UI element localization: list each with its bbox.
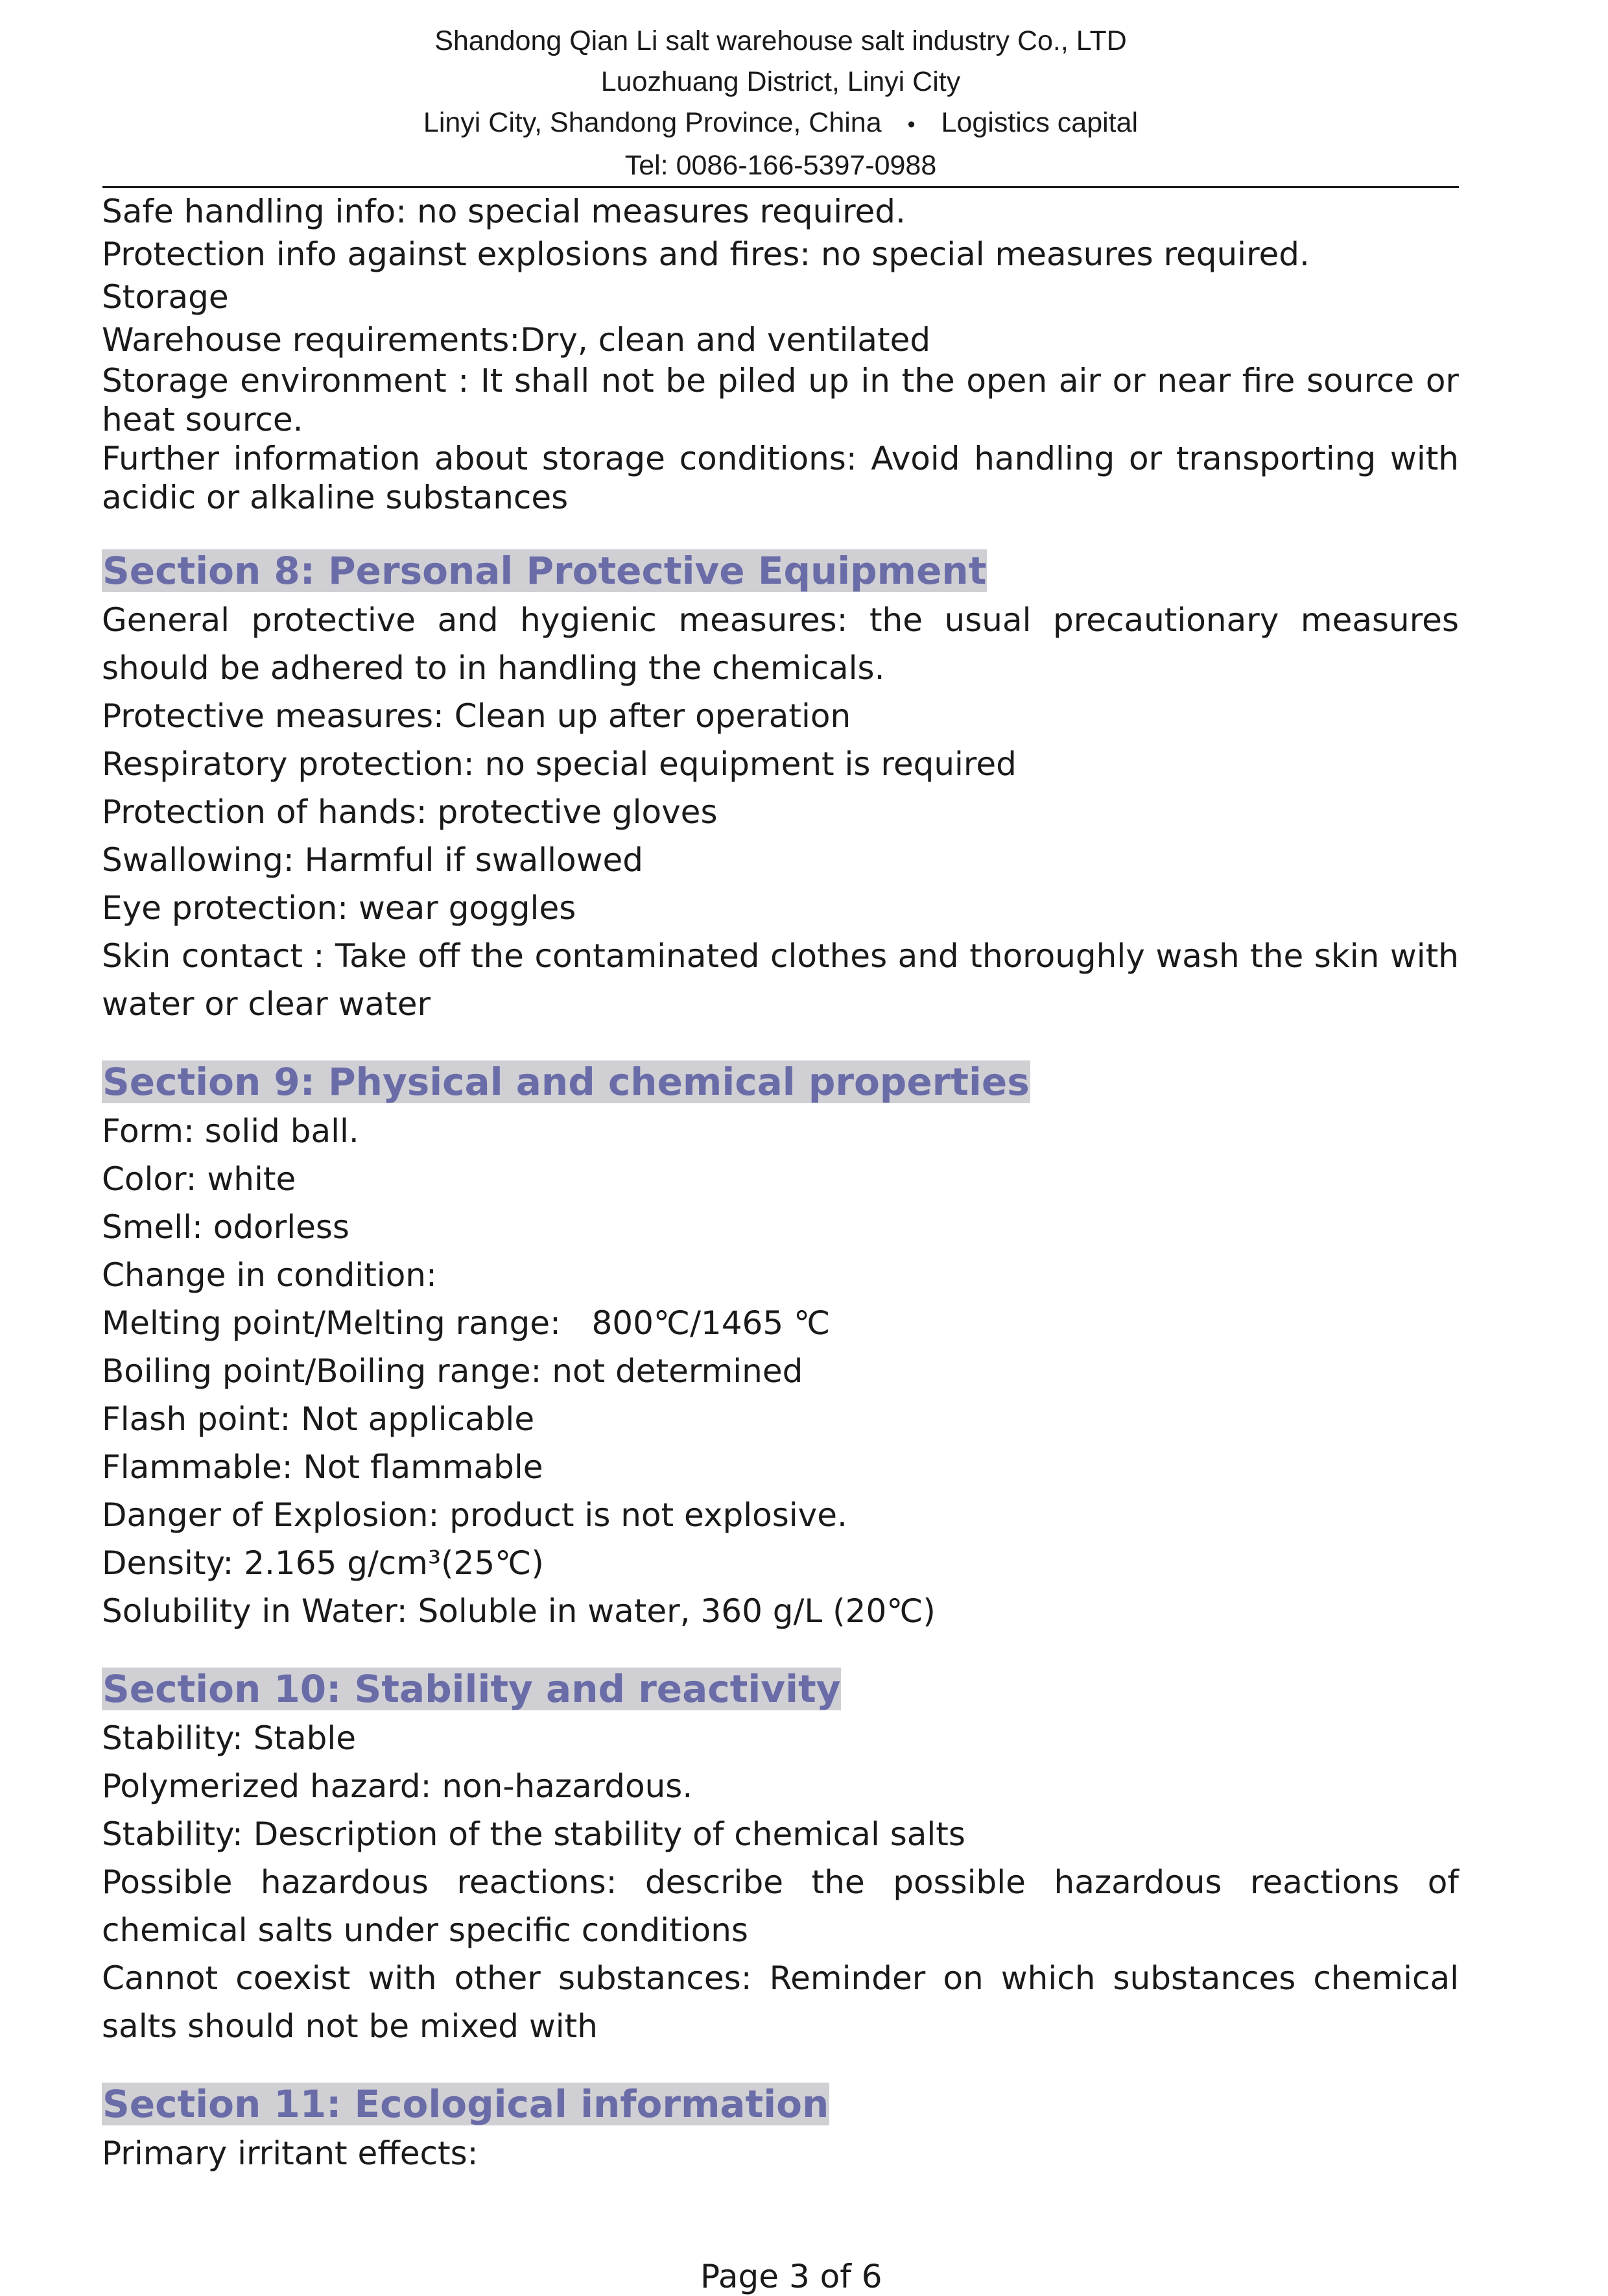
- section-9-item: Change in condition:: [102, 1256, 437, 1294]
- section-9-item: Smell: odorless: [102, 1208, 349, 1246]
- section-8-title-wrap: [102, 549, 1459, 596]
- safe-handling-text: Safe handling info: no special measures required.: [102, 193, 906, 230]
- section-10-title-wrap: [102, 1668, 1459, 1714]
- section-10-item: Cannot coexist with other substances: Reminder on which substances chemical salts should not be mixed with: [102, 1959, 1459, 2045]
- section-9-item: Melting point/Melting range: 800℃/1465 ℃: [102, 1304, 831, 1342]
- section-9-item: Color: white: [102, 1160, 296, 1198]
- section-8-item: General protective and hygienic measures: the usual precautionary measures should be adhered to in handling the chemicals.: [102, 601, 1459, 687]
- storage-heading: Storage: [102, 278, 229, 316]
- section-8-title: Section 8: Personal Protective Equipment: [102, 549, 987, 593]
- header-divider: [102, 186, 1459, 188]
- location-line: [102, 102, 1459, 145]
- section-gap: [102, 1028, 1459, 1060]
- section-8-item: Protection of hands: protective gloves: [102, 793, 718, 831]
- letterhead: [102, 21, 1459, 186]
- section-10-item: Polymerized hazard: non-hazardous.: [102, 1767, 693, 1805]
- section-9-item: Form: solid ball.: [102, 1112, 359, 1150]
- document-body: [102, 190, 1459, 2177]
- section-9-item: Flash point: Not applicable: [102, 1400, 535, 1438]
- section-8-item: Skin contact : Take off the contaminated clothes and thoroughly wash the skin with water or clear water: [102, 937, 1459, 1023]
- section-10-title: Section 10: Stability and reactivity: [102, 1667, 841, 1711]
- section-9-item: Flammable: Not flammable: [102, 1448, 543, 1486]
- warehouse-requirements-text: Warehouse requirements:Dry, clean and ventilated: [102, 321, 931, 359]
- section-11-title: Section 11: Ecological information: [102, 2082, 829, 2126]
- telephone-line: Tel: 0086-166-5397-0988: [624, 150, 937, 181]
- section-9-item: Density: 2.165 g/cm³(25℃): [102, 1544, 544, 1582]
- section-11-item: Primary irritant effects:: [102, 2135, 479, 2172]
- section-9-item: Solubility in Water: Soluble in water, 360 g/L (20℃): [102, 1592, 936, 1630]
- company-name: Shandong Qian Li salt warehouse salt industry Co., LTD: [434, 25, 1127, 56]
- section-gap: [102, 2050, 1459, 2083]
- section-9-title-wrap: [102, 1060, 1459, 1107]
- section-gap: [102, 1635, 1459, 1668]
- storage-further-info-text: Further information about storage conditions: Avoid handling or transporting with acidic or alkaline substances: [102, 440, 1459, 516]
- section-9-title: Section 9: Physical and chemical properties: [102, 1060, 1030, 1104]
- section-10-item: Stability: Stable: [102, 1719, 357, 1757]
- location-text: Linyi City, Shandong Province, China: [423, 107, 882, 138]
- fire-protection-text: Protection info against explosions and fires: no special measures required.: [102, 235, 1310, 273]
- section-8-item: Protective measures: Clean up after operation: [102, 697, 851, 735]
- bullet-separator: •: [907, 112, 916, 137]
- section-9-item: Boiling point/Boiling range: not determined: [102, 1352, 803, 1390]
- section-8-item: Swallowing: Harmful if swallowed: [102, 841, 644, 879]
- slogan-text: Logistics capital: [941, 107, 1139, 138]
- page-number: Page 3 of 6: [700, 2258, 882, 2295]
- section-11-title-wrap: [102, 2083, 1459, 2129]
- section-9-item: Danger of Explosion: product is not explosive.: [102, 1496, 847, 1534]
- section-10-item: Possible hazardous reactions: describe the possible hazardous reactions of chemical salts under specific conditions: [102, 1863, 1459, 1949]
- section-10-item: Stability: Description of the stability of chemical salts: [102, 1815, 965, 1853]
- storage-environment-text: Storage environment : It shall not be piled up in the open air or near fire source or heat source.: [102, 362, 1459, 438]
- district-line: Luozhuang District, Linyi City: [600, 66, 961, 97]
- section-gap: [102, 517, 1459, 549]
- section-8-item: Respiratory protection: no special equipment is required: [102, 745, 1017, 783]
- section-8-item: Eye protection: wear goggles: [102, 889, 576, 927]
